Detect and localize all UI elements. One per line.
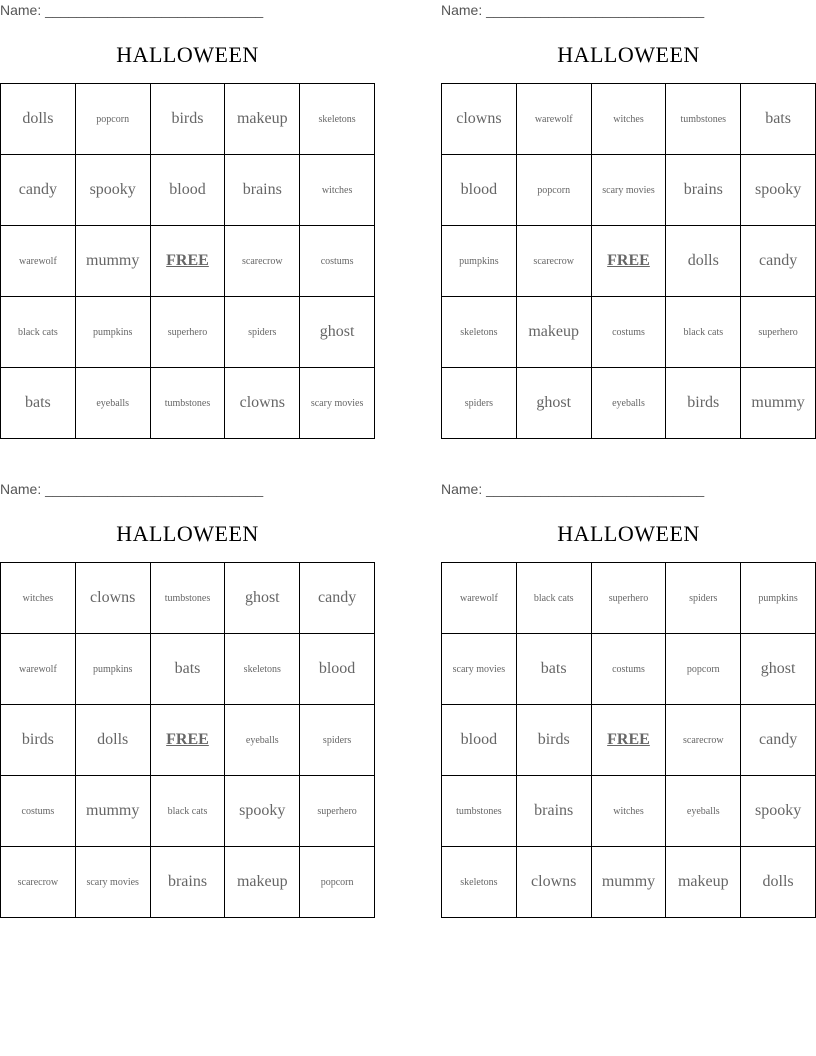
card-title: HALLOWEEN <box>116 521 259 546</box>
grid-row <box>442 563 816 634</box>
bingo-cell[interactable]: scarecrow <box>225 226 300 297</box>
free-space-cell[interactable]: FREE <box>591 226 666 297</box>
bingo-cell[interactable]: bats <box>150 634 225 705</box>
bingo-cell[interactable]: blood <box>300 634 375 705</box>
bingo-cell[interactable]: costums <box>591 297 666 368</box>
card-title: HALLOWEEN <box>557 42 700 67</box>
grid-row <box>1 368 375 439</box>
bingo-cell[interactable]: candy <box>1 155 76 226</box>
bingo-cell[interactable]: blood <box>442 705 517 776</box>
bingo-cell[interactable]: superhero <box>150 297 225 368</box>
bingo-cell[interactable]: popcorn <box>516 155 591 226</box>
grid-row <box>442 847 816 918</box>
bingo-cell[interactable]: spooky <box>225 776 300 847</box>
bingo-cell[interactable]: dolls <box>666 226 741 297</box>
bingo-cell[interactable]: brains <box>666 155 741 226</box>
bingo-cell[interactable]: spooky <box>741 155 816 226</box>
bingo-cell[interactable]: black cats <box>666 297 741 368</box>
bingo-cell[interactable]: blood <box>150 155 225 226</box>
bingo-cell[interactable]: black cats <box>150 776 225 847</box>
bingo-cell[interactable]: spiders <box>666 563 741 634</box>
bingo-cell[interactable]: makeup <box>666 847 741 918</box>
free-space-cell[interactable]: FREE <box>591 705 666 776</box>
bingo-cell[interactable]: tumbstones <box>442 776 517 847</box>
bingo-cell[interactable]: skeletons <box>442 847 517 918</box>
bingo-cell[interactable]: pumpkins <box>75 634 150 705</box>
grid-row <box>442 297 816 368</box>
bingo-cell[interactable]: tumbstones <box>150 563 225 634</box>
bingo-cell[interactable]: witches <box>1 563 76 634</box>
grid-row <box>442 776 816 847</box>
bingo-cell[interactable]: mummy <box>741 368 816 439</box>
grid-row <box>1 297 375 368</box>
bingo-cell[interactable]: eyeballs <box>75 368 150 439</box>
bingo-cell[interactable]: scary movies <box>300 368 375 439</box>
name-field-label[interactable]: Name: ____________________________ <box>441 481 705 497</box>
bingo-cell[interactable]: popcorn <box>666 634 741 705</box>
name-field-label[interactable]: Name: ____________________________ <box>0 2 264 18</box>
bingo-cell[interactable]: witches <box>300 155 375 226</box>
bingo-cell[interactable]: ghost <box>741 634 816 705</box>
bingo-cell[interactable]: bats <box>741 84 816 155</box>
bingo-cell[interactable]: bats <box>1 368 76 439</box>
card-title: HALLOWEEN <box>116 42 259 67</box>
bingo-cell[interactable]: costums <box>591 634 666 705</box>
bingo-grid <box>0 83 375 439</box>
bingo-cell[interactable]: black cats <box>516 563 591 634</box>
bingo-cell[interactable]: witches <box>591 776 666 847</box>
bingo-cell[interactable]: dolls <box>75 705 150 776</box>
bingo-cell[interactable]: clowns <box>225 368 300 439</box>
bingo-cell[interactable]: makeup <box>225 84 300 155</box>
bingo-cell[interactable]: mummy <box>75 776 150 847</box>
bingo-cell[interactable]: spiders <box>300 705 375 776</box>
bingo-cell[interactable]: superhero <box>300 776 375 847</box>
bingo-cell[interactable]: tumbstones <box>150 368 225 439</box>
bingo-cell[interactable]: costums <box>300 226 375 297</box>
bingo-cell[interactable]: brains <box>516 776 591 847</box>
bingo-cell[interactable]: mummy <box>591 847 666 918</box>
grid-row <box>1 84 375 155</box>
bingo-cell[interactable]: dolls <box>1 84 76 155</box>
bingo-cell[interactable]: candy <box>741 705 816 776</box>
bingo-cell[interactable]: makeup <box>225 847 300 918</box>
bingo-cell[interactable]: black cats <box>1 297 76 368</box>
bingo-cell[interactable]: scary movies <box>442 634 517 705</box>
grid-row <box>442 634 816 705</box>
bingo-cell[interactable]: spooky <box>741 776 816 847</box>
bingo-cell[interactable]: mummy <box>75 226 150 297</box>
grid-row <box>442 155 816 226</box>
bingo-cell[interactable]: bats <box>516 634 591 705</box>
bingo-cell[interactable]: skeletons <box>225 634 300 705</box>
bingo-cell[interactable]: eyeballs <box>225 705 300 776</box>
bingo-cell[interactable]: ghost <box>300 297 375 368</box>
bingo-grid <box>441 83 816 439</box>
grid-row <box>1 776 375 847</box>
grid-row <box>1 226 375 297</box>
bingo-cell[interactable]: dolls <box>741 847 816 918</box>
grid-row <box>1 634 375 705</box>
bingo-grid <box>0 562 375 918</box>
bingo-cell[interactable]: birds <box>516 705 591 776</box>
bingo-cell[interactable]: ghost <box>516 368 591 439</box>
bingo-cell[interactable]: skeletons <box>442 297 517 368</box>
grid-row <box>1 705 375 776</box>
bingo-cell[interactable]: superhero <box>591 563 666 634</box>
bingo-cell[interactable]: costums <box>1 776 76 847</box>
bingo-cell[interactable]: blood <box>442 155 517 226</box>
bingo-cell[interactable]: brains <box>225 155 300 226</box>
bingo-cell[interactable]: tumbstones <box>666 84 741 155</box>
grid-row <box>1 155 375 226</box>
bingo-cell[interactable]: skeletons <box>300 84 375 155</box>
bingo-cell[interactable]: clowns <box>442 84 517 155</box>
bingo-cell[interactable]: makeup <box>516 297 591 368</box>
bingo-cell[interactable]: brains <box>150 847 225 918</box>
bingo-cell[interactable]: scary movies <box>591 155 666 226</box>
bingo-grid <box>441 562 816 918</box>
bingo-cell[interactable]: pumpkins <box>442 226 517 297</box>
bingo-cell[interactable]: clowns <box>516 847 591 918</box>
grid-row <box>442 368 816 439</box>
bingo-cell[interactable]: spiders <box>442 368 517 439</box>
bingo-cell[interactable]: spooky <box>75 155 150 226</box>
bingo-cell[interactable]: pumpkins <box>741 563 816 634</box>
bingo-cell[interactable]: birds <box>1 705 76 776</box>
bingo-cell[interactable]: ghost <box>225 563 300 634</box>
bingo-cell[interactable]: candy <box>300 563 375 634</box>
bingo-cell[interactable]: scarecrow <box>516 226 591 297</box>
grid-row <box>442 226 816 297</box>
grid-row <box>1 563 375 634</box>
grid-row <box>442 84 816 155</box>
bingo-cell[interactable]: eyeballs <box>591 368 666 439</box>
bingo-cell[interactable]: eyeballs <box>666 776 741 847</box>
grid-row <box>1 847 375 918</box>
name-field-label[interactable]: Name: ____________________________ <box>441 2 705 18</box>
bingo-cell[interactable]: popcorn <box>75 84 150 155</box>
bingo-cell[interactable]: warewolf <box>442 563 517 634</box>
card-title: HALLOWEEN <box>557 521 700 546</box>
bingo-cell[interactable]: pumpkins <box>75 297 150 368</box>
bingo-cell[interactable]: scary movies <box>75 847 150 918</box>
bingo-cell[interactable]: warewolf <box>1 226 76 297</box>
free-space-cell[interactable]: FREE <box>150 226 225 297</box>
bingo-cell[interactable]: scarecrow <box>666 705 741 776</box>
bingo-cell[interactable]: clowns <box>75 563 150 634</box>
bingo-cell[interactable]: warewolf <box>1 634 76 705</box>
bingo-cell[interactable]: scarecrow <box>1 847 76 918</box>
bingo-cell[interactable]: witches <box>591 84 666 155</box>
bingo-cell[interactable]: birds <box>666 368 741 439</box>
name-field-label[interactable]: Name: ____________________________ <box>0 481 264 497</box>
bingo-cell[interactable]: warewolf <box>516 84 591 155</box>
bingo-cell[interactable]: birds <box>150 84 225 155</box>
grid-row <box>442 705 816 776</box>
free-space-cell[interactable]: FREE <box>150 705 225 776</box>
bingo-cell[interactable]: superhero <box>741 297 816 368</box>
bingo-cell[interactable]: candy <box>741 226 816 297</box>
bingo-cell[interactable]: spiders <box>225 297 300 368</box>
bingo-cell[interactable]: popcorn <box>300 847 375 918</box>
